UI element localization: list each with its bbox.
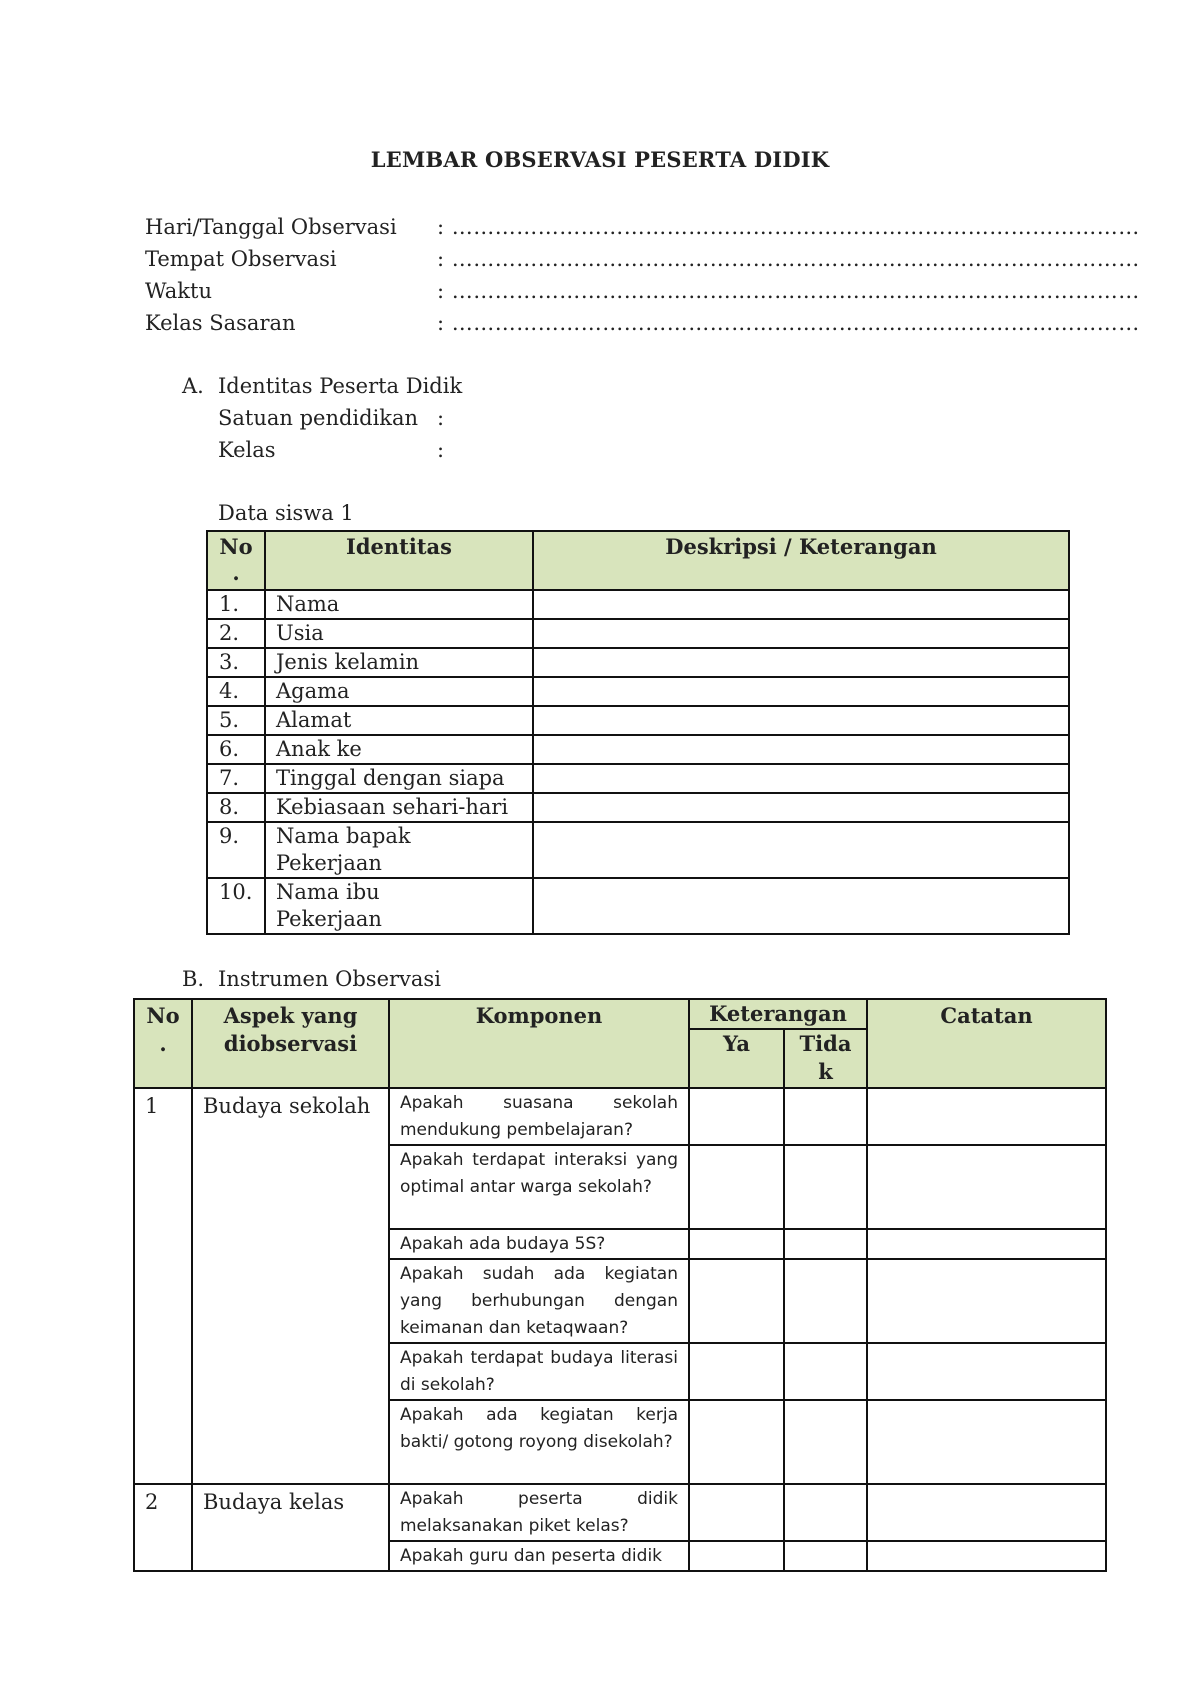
tidak-cell[interactable] xyxy=(784,1343,867,1400)
table-header-row xyxy=(207,531,1069,590)
section-a-heading xyxy=(182,370,682,402)
row-deskripsi-cell[interactable] xyxy=(533,619,1069,648)
ya-cell[interactable] xyxy=(689,1259,784,1343)
meta-row-class xyxy=(145,307,1140,339)
meta-value: : …………………………………………………………………………………… xyxy=(437,215,1140,239)
ya-cell[interactable] xyxy=(689,1400,784,1484)
meta-label: Hari/Tanggal Observasi xyxy=(145,215,397,239)
section-a xyxy=(182,370,682,466)
header-ya: Ya xyxy=(689,1029,784,1088)
table-row xyxy=(207,735,1069,764)
row-identitas: Alamat xyxy=(265,706,533,735)
row-deskripsi-cell[interactable] xyxy=(533,878,1069,934)
field-colon: : xyxy=(437,406,445,430)
tidak-cell[interactable] xyxy=(784,1541,867,1571)
header-aspek: Aspek yang diobservasi xyxy=(192,999,389,1088)
row-komponen: Apakah suasana sekolah mendukung pembelajaran? xyxy=(389,1088,689,1145)
header-identitas: Identitas xyxy=(265,531,533,590)
row-number: 5. xyxy=(207,706,265,735)
row-aspek: Budaya sekolah xyxy=(192,1088,389,1484)
row-identitas: Kebiasaan sehari-hari xyxy=(265,793,533,822)
catatan-cell[interactable] xyxy=(867,1400,1106,1484)
row-deskripsi-cell[interactable] xyxy=(533,735,1069,764)
row-deskripsi-cell[interactable] xyxy=(533,793,1069,822)
row-deskripsi-cell[interactable] xyxy=(533,677,1069,706)
table-row xyxy=(207,793,1069,822)
table-row xyxy=(207,677,1069,706)
row-deskripsi-cell[interactable] xyxy=(533,764,1069,793)
table-row xyxy=(207,648,1069,677)
ya-cell[interactable] xyxy=(689,1541,784,1571)
row-deskripsi-cell[interactable] xyxy=(533,590,1069,619)
catatan-cell[interactable] xyxy=(867,1229,1106,1259)
row-deskripsi-cell[interactable] xyxy=(533,822,1069,878)
row-identitas: Usia xyxy=(265,619,533,648)
tidak-cell[interactable] xyxy=(784,1400,867,1484)
meta-label: Kelas Sasaran xyxy=(145,311,296,335)
section-b-heading xyxy=(182,963,682,995)
field-label: Satuan pendidikan xyxy=(218,406,419,430)
table-row xyxy=(134,1484,1106,1541)
tidak-cell[interactable] xyxy=(784,1484,867,1541)
row-identitas: Nama xyxy=(265,590,533,619)
meta-label: Tempat Observasi xyxy=(145,247,337,271)
table-row xyxy=(207,706,1069,735)
header-catatan: Catatan xyxy=(867,999,1106,1088)
meta-row-place xyxy=(145,243,1140,275)
observation-meta xyxy=(145,211,1140,339)
ya-cell[interactable] xyxy=(689,1229,784,1259)
table-header-row xyxy=(134,999,1106,1029)
header-komponen: Komponen xyxy=(389,999,689,1088)
section-title: Instrumen Observasi xyxy=(218,967,441,991)
ya-cell[interactable] xyxy=(689,1484,784,1541)
header-no: No . xyxy=(207,531,265,590)
meta-value: : …………………………………………………………………………………… xyxy=(437,279,1140,303)
meta-row-time xyxy=(145,275,1140,307)
tidak-cell[interactable] xyxy=(784,1088,867,1145)
catatan-cell[interactable] xyxy=(867,1145,1106,1229)
row-number: 1 xyxy=(134,1088,192,1484)
field-label: Kelas xyxy=(218,438,276,462)
row-number: 7. xyxy=(207,764,265,793)
catatan-cell[interactable] xyxy=(867,1259,1106,1343)
row-identitas: Anak ke xyxy=(265,735,533,764)
field-kelas xyxy=(182,434,682,466)
table-title: Data siswa 1 xyxy=(218,501,354,525)
row-komponen: Apakah sudah ada kegiatan yang berhubungan dengan keimanan dan ketaqwaan? xyxy=(389,1259,689,1343)
row-identitas-line: Pekerjaan xyxy=(276,907,382,931)
tidak-cell[interactable] xyxy=(784,1259,867,1343)
field-satuan-pendidikan xyxy=(182,402,682,434)
observation-instrument-table xyxy=(133,998,1107,1572)
ya-cell[interactable] xyxy=(689,1343,784,1400)
row-identitas-line: Nama bapak xyxy=(276,824,411,848)
row-number: 9. xyxy=(207,822,265,878)
row-number: 4. xyxy=(207,677,265,706)
row-identitas xyxy=(265,878,533,934)
meta-label: Waktu xyxy=(145,279,212,303)
row-deskripsi-cell[interactable] xyxy=(533,706,1069,735)
field-colon: : xyxy=(437,438,445,462)
row-number: 6. xyxy=(207,735,265,764)
row-number: 2 xyxy=(134,1484,192,1571)
meta-value: : …………………………………………………………………………………… xyxy=(437,247,1140,271)
table-row xyxy=(207,878,1069,934)
student-identity-table xyxy=(206,530,1070,935)
row-komponen: Apakah peserta didik melaksanakan piket kelas? xyxy=(389,1484,689,1541)
row-number: 2. xyxy=(207,619,265,648)
row-komponen: Apakah ada kegiatan kerja bakti/ gotong royong disekolah? xyxy=(389,1400,689,1484)
row-aspek: Budaya kelas xyxy=(192,1484,389,1571)
row-komponen: Apakah terdapat budaya literasi di sekolah? xyxy=(389,1343,689,1400)
row-identitas: Tinggal dengan siapa xyxy=(265,764,533,793)
table-row xyxy=(134,1088,1106,1145)
row-identitas-line: Nama ibu xyxy=(276,880,380,904)
row-identitas: Jenis kelamin xyxy=(265,648,533,677)
row-komponen: Apakah guru dan peserta didik xyxy=(389,1541,689,1571)
header-deskripsi: Deskripsi / Keterangan xyxy=(533,531,1069,590)
row-number: 1. xyxy=(207,590,265,619)
row-number: 8. xyxy=(207,793,265,822)
meta-value: : …………………………………………………………………………………… xyxy=(437,311,1140,335)
ya-cell[interactable] xyxy=(689,1145,784,1229)
row-komponen: Apakah ada budaya 5S? xyxy=(389,1229,689,1259)
tidak-cell[interactable] xyxy=(784,1229,867,1259)
table-row xyxy=(207,619,1069,648)
table-row xyxy=(207,822,1069,878)
catatan-cell[interactable] xyxy=(867,1541,1106,1571)
row-identitas-line: Pekerjaan xyxy=(276,851,382,875)
section-letter: A. xyxy=(182,374,204,398)
section-title: Identitas Peserta Didik xyxy=(218,374,463,398)
catatan-cell[interactable] xyxy=(867,1088,1106,1145)
header-keterangan: Keterangan xyxy=(689,999,867,1029)
catatan-cell[interactable] xyxy=(867,1484,1106,1541)
row-deskripsi-cell[interactable] xyxy=(533,648,1069,677)
header-tidak: Tida k xyxy=(784,1029,867,1088)
ya-cell[interactable] xyxy=(689,1088,784,1145)
catatan-cell[interactable] xyxy=(867,1343,1106,1400)
table-row xyxy=(207,764,1069,793)
tidak-cell[interactable] xyxy=(784,1145,867,1229)
section-b xyxy=(182,963,682,995)
row-komponen: Apakah terdapat interaksi yang optimal antar warga sekolah? xyxy=(389,1145,689,1229)
section-letter: B. xyxy=(182,967,205,991)
table-row xyxy=(207,590,1069,619)
row-number: 3. xyxy=(207,648,265,677)
row-number: 10. xyxy=(207,878,265,934)
document-title: LEMBAR OBSERVASI PESERTA DIDIK xyxy=(370,147,830,172)
row-identitas xyxy=(265,822,533,878)
row-identitas: Agama xyxy=(265,677,533,706)
header-no: No . xyxy=(134,999,192,1088)
meta-row-date xyxy=(145,211,1140,243)
